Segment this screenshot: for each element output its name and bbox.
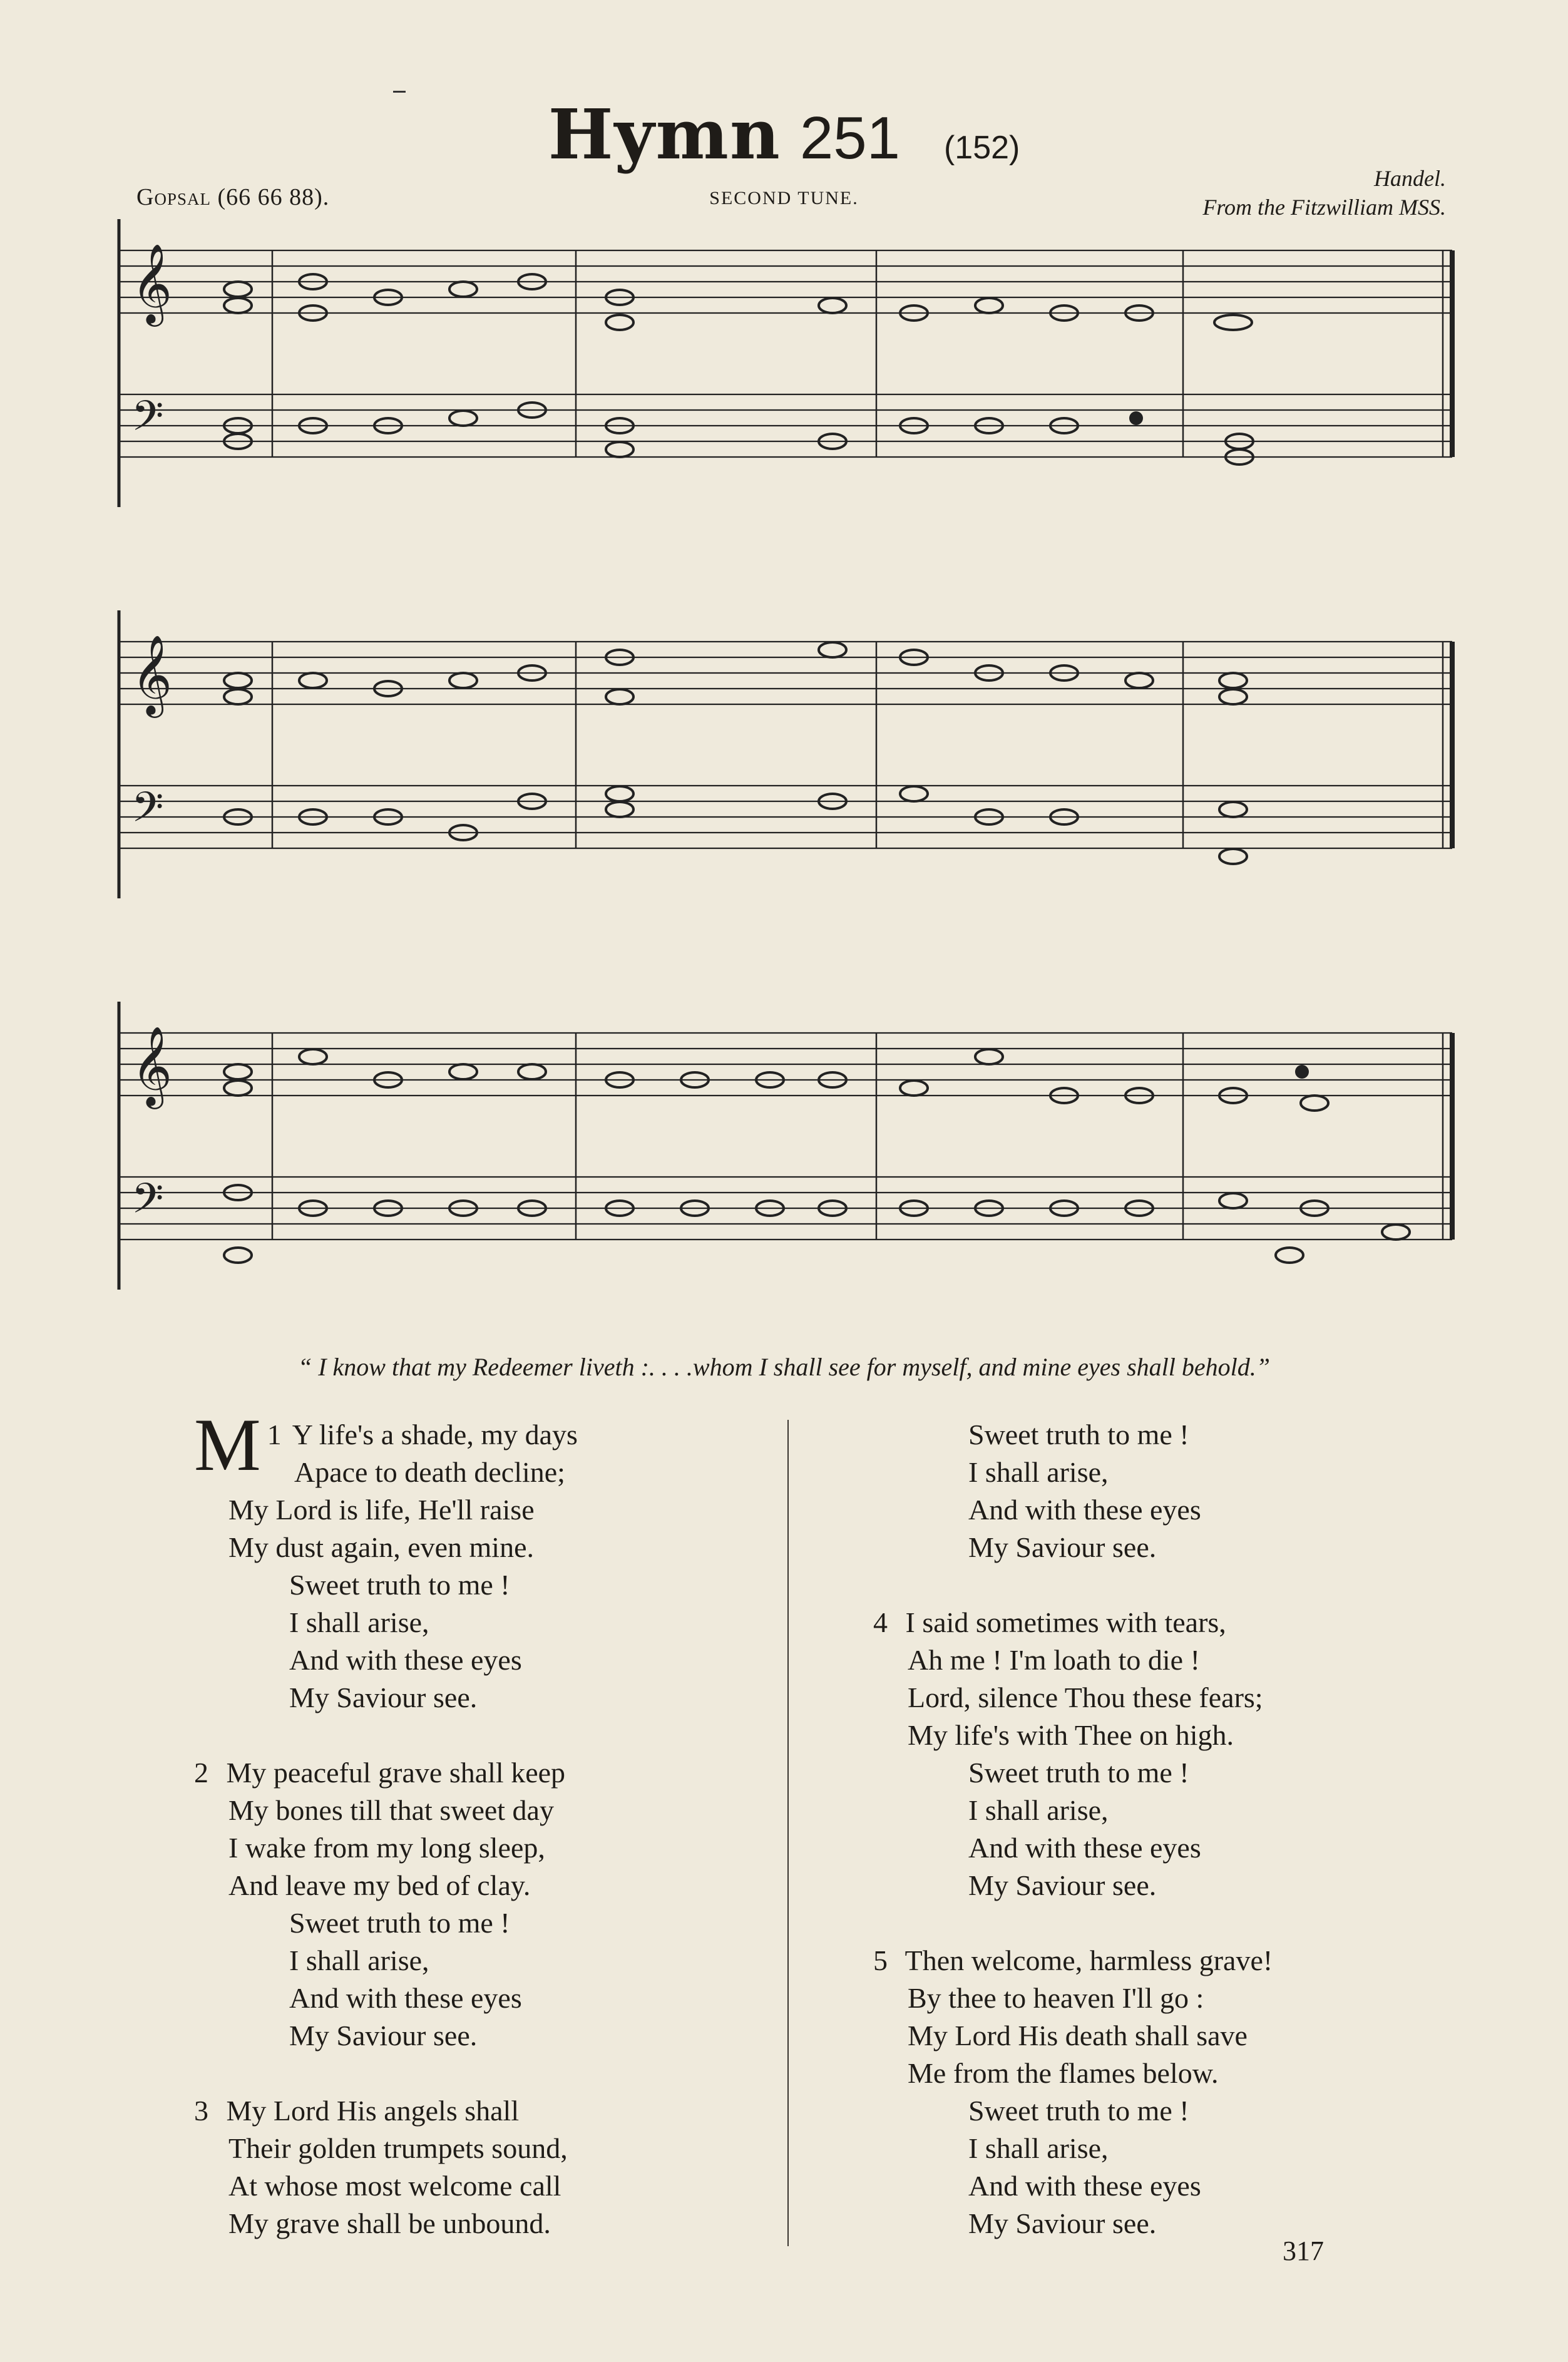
hymn-number: 251	[799, 105, 900, 172]
stanza-line	[873, 1942, 1437, 1979]
music-system-1	[119, 219, 1452, 507]
stanza-line: My grave shall be unbound.	[228, 2207, 551, 2239]
line-text: My Lord His angels shall	[226, 2095, 520, 2127]
refrain-line: Sweet truth to me !	[968, 2095, 1189, 2127]
music-system-3	[119, 1002, 1452, 1290]
second-tune-label: SECOND TUNE.	[709, 188, 859, 208]
music-score	[113, 219, 1458, 1296]
svg-text:𝄢: 𝄢	[131, 1177, 164, 1232]
composer-source: From the Fitzwilliam MSS.	[1202, 195, 1446, 220]
stanza-line: My bones till that sweet day	[228, 1794, 554, 1826]
scripture-quote: “ I know that my Redeemer liveth :. . . .whom I shall see for myself, and mine eyes shall behold.”	[297, 1353, 1271, 1381]
stanza-number: 2	[194, 1757, 208, 1789]
stanza-line: I wake from my long sleep,	[228, 1832, 545, 1864]
stanza-line	[873, 1604, 1437, 1641]
line-text: I said sometimes with tears,	[905, 1606, 1226, 1638]
stanza-line: By thee to heaven I'll go :	[908, 1982, 1204, 2014]
stanza-4	[873, 1604, 1437, 1904]
refrain-line: My Saviour see.	[289, 1682, 478, 1713]
stanza-3-refrain	[873, 1416, 1437, 1566]
decorative-dash	[393, 91, 406, 93]
svg-text:𝄢: 𝄢	[131, 394, 164, 449]
stanza-line: My Lord is life, He'll raise	[228, 1494, 535, 1526]
refrain-line: And with these eyes	[968, 1832, 1201, 1864]
refrain-line: And with these eyes	[968, 2170, 1201, 2202]
stanza-line: Their golden trumpets sound,	[228, 2132, 568, 2164]
stanza-line	[194, 1754, 757, 1792]
stanza-line: My Lord His death shall save	[908, 2020, 1248, 2051]
stanza-5	[873, 1942, 1437, 2242]
refrain-line: Sweet truth to me !	[968, 1419, 1189, 1451]
refrain-line: Sweet truth to me !	[289, 1907, 510, 1939]
refrain-line: My Saviour see.	[289, 2020, 478, 2051]
svg-text:𝄞: 𝄞	[131, 637, 173, 713]
line-text: Then welcome, harmless grave!	[904, 1944, 1273, 1976]
stanza-line: Lord, silence Thou these fears;	[908, 1682, 1263, 1713]
refrain-line: My Saviour see.	[968, 1531, 1157, 1563]
alt-hymn-number: (152)	[943, 130, 1020, 166]
lyrics-left-column	[194, 1403, 757, 2242]
stanza-line: Apace to death decline;	[294, 1456, 565, 1488]
composer-name: Handel.	[1374, 166, 1446, 191]
stanza-number: 3	[194, 2095, 208, 2127]
stanza-line: My life's with Thee on high.	[908, 1719, 1234, 1751]
refrain-line: I shall arise,	[289, 1944, 429, 1976]
refrain-line: My Saviour see.	[968, 1869, 1157, 1901]
stanza-3	[194, 2092, 757, 2242]
refrain-line: And with these eyes	[968, 1494, 1201, 1526]
drop-cap: M	[194, 1403, 261, 1486]
stanza-line: My dust again, even mine.	[228, 1531, 535, 1563]
refrain-line: And with these eyes	[289, 1644, 522, 1676]
hymn-title	[0, 94, 1568, 175]
stanza-1	[194, 1403, 757, 1717]
refrain-line: I shall arise,	[968, 2132, 1109, 2164]
line-text: Y life's a shade, my days	[292, 1419, 578, 1451]
line-text: My peaceful grave shall keep	[226, 1757, 566, 1789]
music-system-2	[119, 610, 1452, 898]
stanza-line: Me from the flames below.	[908, 2057, 1219, 2089]
svg-text:𝄢: 𝄢	[131, 786, 164, 841]
refrain-line: My Saviour see.	[968, 2207, 1157, 2239]
refrain-line: I shall arise,	[289, 1606, 429, 1638]
refrain-line: I shall arise,	[968, 1456, 1109, 1488]
hymn-title-label: Hymn	[548, 94, 781, 175]
refrain-line: Sweet truth to me !	[289, 1569, 510, 1601]
column-divider	[787, 1420, 789, 2246]
stanza-line	[194, 2092, 757, 2130]
refrain-line: Sweet truth to me !	[968, 1757, 1189, 1789]
composer-credit	[1202, 164, 1446, 222]
svg-text:𝄞: 𝄞	[131, 245, 173, 322]
stanza-2	[194, 1754, 757, 2055]
svg-text:𝄞: 𝄞	[131, 1028, 173, 1104]
stanza-number: 5	[873, 1944, 888, 1976]
refrain-line: I shall arise,	[968, 1794, 1109, 1826]
stanza-line: Ah me ! I'm loath to die !	[908, 1644, 1200, 1676]
stanza-line: At whose most welcome call	[228, 2170, 561, 2202]
tune-name: Gopsal (66 66 88).	[136, 184, 330, 210]
lyrics-right-column	[873, 1416, 1437, 2242]
stanza-line: And leave my bed of clay.	[228, 1869, 531, 1901]
stanza-number: 1	[267, 1419, 282, 1451]
stanza-number: 4	[873, 1606, 888, 1638]
refrain-line: And with these eyes	[289, 1982, 522, 2014]
page-number: 317	[1283, 2236, 1324, 2266]
